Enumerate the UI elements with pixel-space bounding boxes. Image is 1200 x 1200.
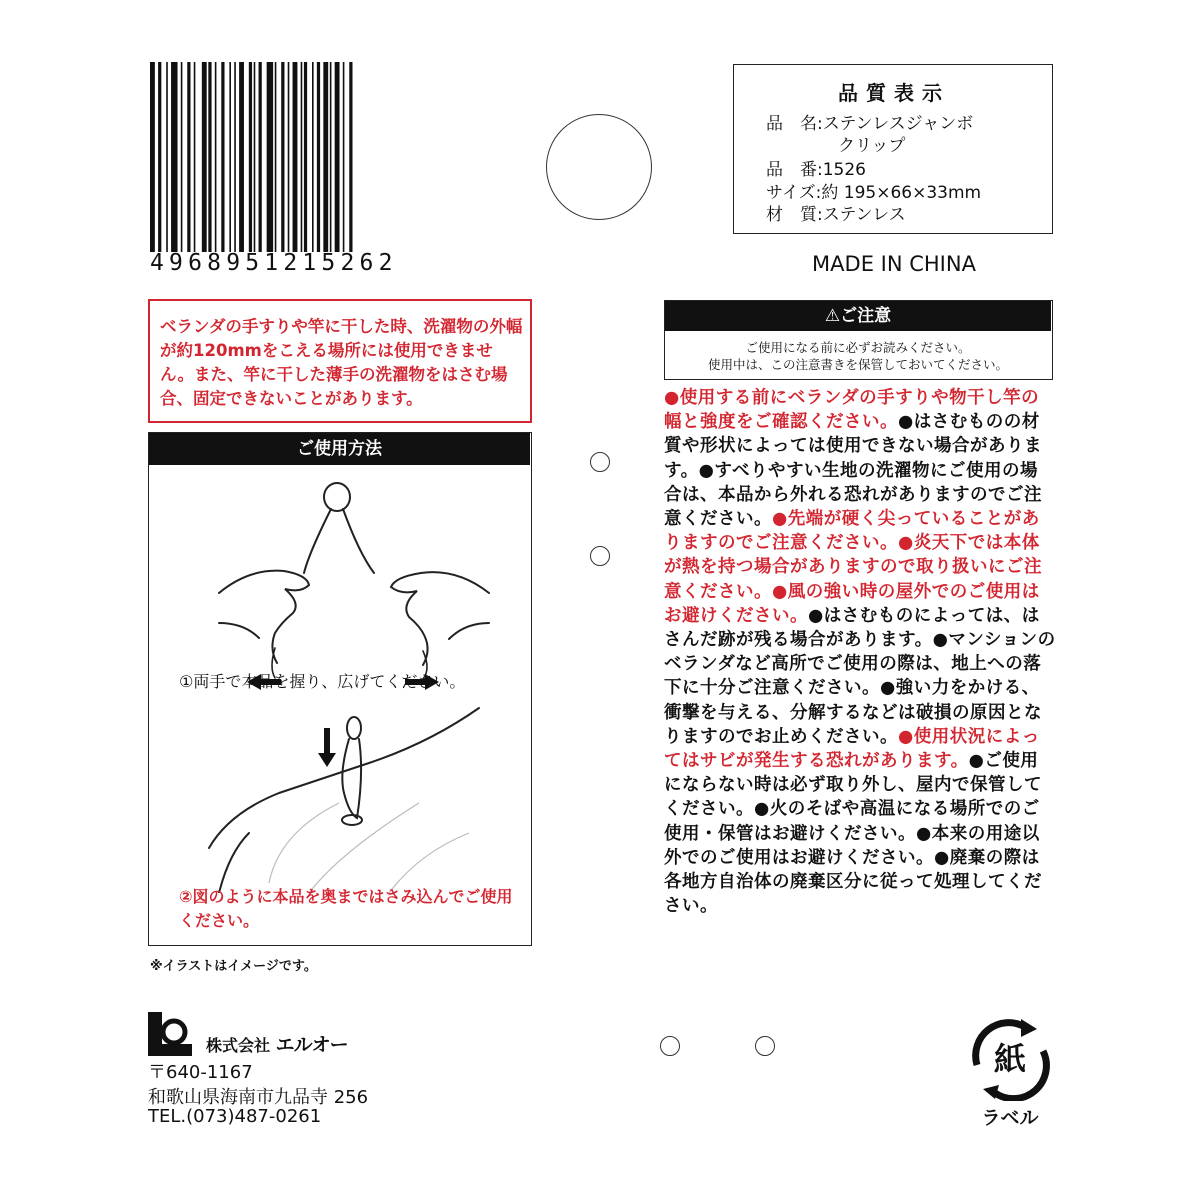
barcode-bar	[312, 62, 314, 252]
usage-box	[148, 432, 532, 946]
caution-sub-line-1: ご使用になる前に必ずお読みください。	[745, 340, 971, 355]
barcode-bar	[317, 62, 320, 252]
barcode-bar	[259, 62, 262, 252]
recycle-label: ラベル	[981, 1107, 1039, 1129]
clip-loop-icon	[324, 483, 350, 511]
barcode-bar	[202, 62, 207, 252]
left-hand-icon	[219, 571, 309, 663]
barcode-bar	[349, 62, 352, 252]
barcode-bar	[187, 62, 190, 252]
caution-segment: ●使用する前にベランダの手すりや物干し竿の幅と強度をご確認ください。	[664, 388, 1040, 433]
caution-header	[665, 301, 1051, 331]
usage-step-2: ②図のように本品を奥まではさみ込んでご使用ください。	[179, 887, 513, 930]
company-address: 和歌山県海南市九品寺 256	[148, 1087, 369, 1108]
barcode-bar	[150, 62, 155, 252]
company-tel: TEL.(073)487-0261	[148, 1106, 322, 1127]
barcode-bar	[254, 62, 256, 252]
barcode-bar	[194, 62, 196, 252]
red-warning-box	[148, 299, 532, 423]
quality-row-size: サイズ:約 195×66×33mm	[766, 183, 982, 203]
caution-segment: ●ご使用にならない時は必ず取り外し、屋内で保管してください。●火のそばや高温になる場所でのご使用・保管はお避けください。●本来の用途以外でのご使用はお避けください。●廃棄の際は各地方自治体の廃棄区分に従って処理してください。	[664, 751, 1042, 917]
barcode-bar	[330, 62, 332, 252]
barcode-bar	[343, 62, 345, 252]
caution-segment: ●先端が硬く尖っていることがありますのでご注意ください。●炎天下では本体が熱を持つ場合がありますので取り扱いにご注意ください。●風の強い時の屋外でのご使用はお避けください。	[664, 509, 1042, 626]
caution-segment: ●はさむものの材質や形状によっては使用できない場合があります。●すべりやすい生地の洗濯物にご使用の場合は、本品から外れる恐れがありますのでご注意ください。	[664, 412, 1042, 530]
illustration-note: ※イラストはイメージです。	[150, 959, 317, 974]
usage-header: ご使用方法	[149, 433, 530, 465]
punch-hole	[590, 452, 610, 472]
made-in-label: MADE IN CHINA	[812, 252, 976, 276]
barcode-bar	[301, 62, 303, 252]
barcode-bar	[249, 62, 252, 252]
barcode-bar	[221, 62, 224, 252]
barcode-bar	[335, 62, 340, 252]
barcode-bar	[267, 62, 273, 252]
svg-text:紙: 紙	[993, 1040, 1027, 1078]
quality-title: 品質表示	[838, 81, 950, 105]
caution-body	[664, 386, 1056, 918]
punch-hole	[590, 546, 610, 566]
right-hand-icon	[391, 572, 489, 665]
red-warning-text: ベランダの手すりや竿に干した時、洗濯物の外幅が約120mmをこえる場所には使用できません。また、竿に干した薄手の洗濯物をはさむ場合、固定できないことがあります。	[160, 317, 523, 408]
barcode-bar	[234, 62, 236, 252]
barcode-bar	[281, 62, 284, 252]
barcode-bar	[323, 62, 328, 252]
barcode-bar	[158, 62, 161, 252]
barcode	[148, 62, 470, 252]
caution-box	[664, 300, 1053, 380]
quality-row-name: 品 名:ステンレスジャンボ	[766, 114, 974, 134]
barcode-bar	[215, 62, 217, 252]
hang-hole	[546, 114, 652, 220]
barcode-bar	[239, 62, 244, 252]
barcode-bar	[181, 62, 183, 252]
caution-segment: ●使用状況によってはサビが発生する恐れがあります。	[664, 726, 1040, 772]
barcode-bar	[166, 62, 168, 252]
company-name: 株式会社 エルオー	[206, 1034, 348, 1056]
clip-arm-icon	[304, 509, 374, 573]
punch-hole	[660, 1036, 680, 1056]
caution-header-label: ご注意	[840, 306, 892, 326]
barcode-bar	[208, 62, 211, 252]
caution-sub-line-2: 使用中は、この注意書きを保管しておいてください。	[707, 357, 1008, 372]
barcode-bar	[229, 62, 231, 252]
barcode-bar	[293, 62, 298, 252]
barcode-bar	[288, 62, 290, 252]
company-logo-icon	[148, 1012, 192, 1056]
punch-hole	[755, 1036, 775, 1056]
quality-row-material: 材 質:ステンレス	[766, 205, 906, 225]
company-postal: 〒640-1167	[148, 1062, 253, 1083]
barcode-bar	[275, 62, 277, 252]
barcode-bar	[171, 62, 177, 252]
barcode-bar	[304, 62, 307, 252]
arrow-down-icon	[318, 728, 336, 767]
clip-body-icon	[342, 739, 361, 818]
paper-recycle-icon	[965, 1015, 1055, 1101]
garment-edge-icon	[209, 708, 479, 848]
warning-triangle-icon: ⚠	[824, 306, 841, 326]
quality-row-name-cont: クリップ	[838, 136, 906, 156]
quality-label-box	[733, 64, 1053, 234]
clip-top-icon	[347, 717, 361, 739]
caution-segment: ●はさむものによっては、はさんだ跡が残る場合があります。●マンションのベランダなど高所でご使用の際は、地上への落下に十分ご注意ください。●強い力をかける、衝撃を与える、分解するなどは破損の原因となりますのでお止めください。	[664, 605, 1056, 747]
usage-step-1: ①両手で本品を握り、広げてください。	[179, 672, 466, 691]
barcode-number: 4968951215262	[150, 250, 398, 276]
quality-row-number: 品 番:1526	[766, 160, 866, 180]
caution-sub	[665, 339, 1051, 373]
